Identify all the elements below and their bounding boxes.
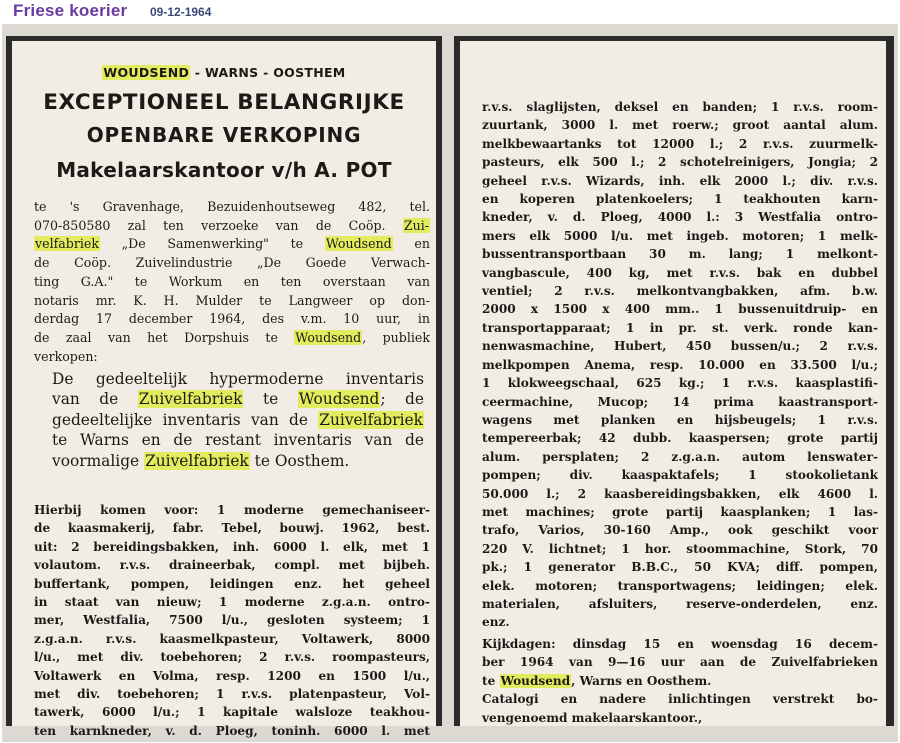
intro-line: 070-850580 zal ten verzoeke van de Coöp. Zui- [34, 217, 429, 233]
highlighted-zuivelfabriek: Zuivelfabriek [138, 390, 243, 409]
viewing-line: vengenoemd makelaarskantoor., [482, 710, 703, 725]
headline-openbare-verkoping: OPENBARE VERKOPING [86, 123, 362, 147]
highlighted-woudsend: Woudsend [500, 673, 571, 688]
inventory-paragraph [34, 501, 430, 740]
inventory-line: mer, Westfalia, 7500 l/u., gesloten systeem; 1 [34, 613, 430, 628]
emphasis-line: te Warns en de restant inventaris van de [52, 431, 424, 450]
inventory-line: met div. toebehoren; 1 r.v.s. platenpasteur, Vol- [34, 687, 430, 702]
headline-makelaarskantoor: Makelaarskantoor v/h A. POT [56, 158, 392, 182]
inventory-line: tempereerbak; 42 dubb. kaaspersen; grote partij [482, 431, 878, 446]
inventory-line: ten karnkneder, v. d. Ploeg, toninh. 6000 l. met [34, 723, 430, 738]
inventory-line: geheel r.v.s. Wizards, inh. elk 2000 l.; div. r.v.s. [482, 173, 878, 188]
highlighted-woudsend: WOUDSEND [103, 65, 190, 80]
highlighted-zuivelfabriek: Zuivelfabriek [145, 451, 249, 470]
inventory-line: vangbascule, 400 kg, met r.v.s. bak en dubbel [482, 265, 878, 280]
highlighted-zuivelfabriek: Zui- [403, 217, 429, 233]
emphasis-line: van de Zuivelfabriek te Woudsend; de [52, 390, 425, 409]
inventory-line: volautom. r.v.s. draineerbak, compl. met bijbeh. [34, 558, 430, 573]
inventory-line: r.v.s. slaglijsten, deksel en banden; 1 r.v.s. room- [482, 100, 878, 114]
newspaper-name: Friese koerier [13, 1, 128, 20]
inventory-line: pompen; div. kaaspaktafels; 1 stookolietank [482, 468, 878, 483]
inventory-line: buffertank, pompen, leidingen enz. het geheel [34, 576, 430, 591]
inventory-line: melkpompen Anema, resp. 10.000 en 33.500 l/u.; [482, 357, 878, 372]
inventory-line: pk.; 1 generator B.B.C., 50 KVA; diff. pompen, [482, 560, 878, 575]
viewing-line: Kijkdagen: dinsdag 15 en woensdag 16 decem- [482, 637, 878, 651]
inventory-line: z.g.a.n. r.v.s. kaasmelkpasteur, Voltawerk, 8000 [34, 631, 430, 646]
clipping-scan [2, 24, 898, 742]
highlighted-zuivelfabriek: velfabriek [35, 236, 99, 252]
intro-line: te 's Gravenhage, Bezuidenhoutseweg 482, tel. [34, 199, 430, 214]
left-column [6, 36, 442, 738]
inventory-line: trafo, Varios, 30-160 Amp., ook geschikt voor [482, 523, 878, 538]
headline-exceptioneel: EXCEPTIONEEL BELANGRIJKE [43, 90, 405, 115]
inventory-line: Hierbij komen voor: 1 moderne gemechaniseer- [34, 503, 430, 517]
inventory-line: alum. persplaten; 2 z.g.a.n. autom lenswater- [482, 449, 878, 464]
viewing-line: ber 1964 van 9—16 uur aan de Zuivelfabrieken [482, 655, 878, 670]
inventory-line: elek. motoren; transportwagens; leidingen; elek. [482, 578, 878, 593]
inventory-line: kneder, v. d. Ploeg, 4000 l.: 3 Westfalia ontro- [482, 210, 878, 225]
inventory-line: ceermachine, Mucop; 14 prima kaastransport- [482, 394, 878, 409]
inventory-line: mers elk 5000 l/u. met ingeb. motoren; 1 melk- [482, 228, 878, 243]
viewing-line: Catalogi en nadere inlichtingen verstrekt bo- [482, 692, 878, 707]
intro-line: derdag 17 december 1964, des v.m. 10 uur, in [34, 311, 430, 327]
viewing-line: te Woudsend, Warns en Oosthem. [482, 673, 712, 688]
inventory-line: in staat van nieuw; 1 moderne z.g.a.n. ontro- [34, 595, 430, 610]
inventory-line: wagens met planken en hijsbeugels; 1 r.v.s. [482, 412, 878, 427]
highlighted-woudsend: Woudsend [325, 236, 392, 252]
inventory-line: nenwasmachine, Hubert, 450 bussen/u.; 2 r.v.s. [482, 339, 878, 354]
intro-paragraph [34, 198, 430, 366]
inventory-line: 220 V. lichtnet; 1 hor. stoommachine, Stork, 70 [482, 541, 878, 556]
intro-line: ting G.A." te Workum en ten overstaan van [34, 273, 430, 289]
highlighted-woudsend: Woudsend [298, 390, 380, 409]
inventory-line: Voltawerk en Volma, resp. 1200 en 1500 l/u., [34, 668, 430, 683]
highlighted-woudsend: Woudsend [295, 329, 362, 345]
inventory-continued [482, 98, 878, 632]
inventory-line: 2000 x 1500 x 400 mm.. 1 bussenuitdruip- en [482, 302, 878, 317]
emphasis-paragraph [52, 369, 424, 471]
emphasis-line: voormalige Zuivelfabriek te Oosthem. [52, 451, 350, 470]
highlighted-zuivelfabriek: Zuivelfabriek [319, 410, 423, 429]
masthead [0, 0, 900, 26]
inventory-line: melkbewaartanks tot 12000 l.; 2 r.v.s. zuurmelk- [482, 136, 878, 151]
emphasis-line: De gedeeltelijk hypermoderne inventaris [52, 370, 424, 388]
intro-line: verkopen: [34, 348, 98, 364]
intro-line: de zaal van het Dorpshuis te Woudsend, publiek [34, 329, 430, 345]
inventory-line: enz. [482, 615, 510, 630]
inventory-line: pasteurs, elk 500 l.; 2 schotelreinigers, Jongia; 2 [482, 155, 878, 170]
inventory-line: en koperen platenkoelers; 1 teakhouten karn- [482, 192, 878, 207]
headline-places [12, 65, 436, 80]
intro-line: velfabriek „De Samenwerking" te Woudsend en [35, 236, 430, 252]
inventory-line: ventiel; 2 r.v.s. melkontvangbakken, afm. b.w. [482, 284, 878, 299]
intro-line: de Coöp. Zuivelindustrie „De Goede Verwach- [34, 255, 430, 271]
places-rest: - WARNS - OOSTHEM [190, 65, 346, 80]
inventory-line: zuurtank, 3000 l. met roerw.; groot aantal alum. [482, 118, 878, 133]
viewing-days-paragraph [482, 635, 878, 727]
inventory-line: 1 klokweegschaal, 625 kg.; 1 r.v.s. kaasplastifi- [482, 376, 878, 391]
inventory-line: l/u., met div. toebehoren; 2 r.v.s. roompasteurs, [34, 650, 430, 665]
right-column [454, 36, 894, 726]
inventory-line: transportapparaat; 1 in pr. st. verk. ronde kan- [482, 320, 878, 335]
inventory-line: de kaasmakerij, fabr. Tebel, bouwj. 1962, best. [34, 521, 430, 536]
inventory-line: bussentransportbaan 30 m. lang; 1 melkont- [482, 247, 878, 262]
emphasis-line: gedeeltelijke inventaris van de Zuivelfabriek [52, 410, 423, 429]
inventory-line: materialen, afsluiters, reserve-onderdelen, enz. [482, 596, 878, 611]
inventory-line: tawerk, 6000 l/u.; 1 kapitale walsloze teakhou- [34, 705, 430, 720]
inventory-line: met machines; grote partij kaasplanken; 1 las- [482, 504, 878, 519]
publication-date: 09-12-1964 [150, 5, 212, 19]
inventory-line: 50.000 l.; 2 kaasbereidingsbakken, elk 4600 l. [482, 486, 878, 501]
intro-line: notaris mr. K. H. Mulder te Langweer op don- [34, 292, 430, 308]
inventory-line: uit: 2 bereidingsbakken, inh. 6000 l. elk, met 1 [34, 539, 430, 554]
